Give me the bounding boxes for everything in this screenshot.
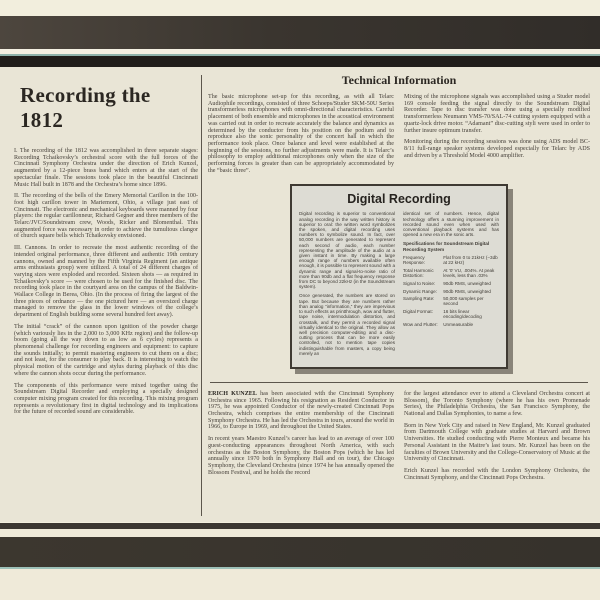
paragraph-microphones: The basic microphone set-up for this recording, as with all Telarc Audiophile recordings, consisted of three Schoeps/Studer SKM-50U Series transformerless microphones with omni-directional characteristics. Careful placement of both ensemble and microphones in the acoustical environment was carried out in order to recreate accurately the balance and dynamics as determined by the conductor from his position on the podium and to reproduce also the sonic personality of the concert hall in which the performance took place. Once balance and level were established at the beginning of the sessions, no further adjustments were made. It is Telarc’s philosophy to employ additional microphones only when the size of the performing forces is greater than can be appropriately accommodated by the “basic three”. bbox=[208, 94, 394, 174]
spec-value: 16 bits linear encoding/decoding bbox=[443, 309, 482, 320]
paragraph-digital-intro: Digital recording is superior to conventional analog recording in the way written history is superior to oral: the written word symbolizes the spoken, and digital recording uses numbers to symbolize sound. In fact, over 50,000 numbers are generated to represent each second of audio, each number representing the amplitude of the audio at a given instant in time. By making a large enough range of numbers available often enough, it is possible to represent sound with a dynamic range and signal-to-noise ratio of more than 90db and a flat frequency response from DC to beyond 22kHz (in the Soundstream system). bbox=[299, 211, 395, 290]
spec-value: 50,000 samples per second bbox=[443, 296, 484, 307]
spec-row-signal-noise bbox=[403, 281, 499, 286]
spec-value: At ‘0’ VU, .004%. At peak levels, less than .03% bbox=[443, 267, 495, 279]
spec-label: Frequency Response: bbox=[403, 255, 425, 266]
bottom-border-bar bbox=[0, 537, 600, 567]
spec-label: Dynamic Range: bbox=[403, 288, 437, 294]
spec-value: Flat from 0 to 21kHz (−3db at 22 kHz) bbox=[443, 255, 498, 266]
technical-information-heading: Technical Information bbox=[341, 73, 457, 87]
paragraph-stage-1: I. The recording of the 1812 was accomplished in three separate stages: Recording Tchaikovsky’s orchestral score with the full forces of the Cincinnati Symphony Orchestra under the direction of Erich Kunzel, augmented by a 12-piece brass band which enters at the start of the spectacular finale. The sessions took place in the beautiful Cincinnati Music Hall built in 1878 and the Orchestra’s home since 1896. bbox=[14, 148, 198, 188]
bio-divider-horizontal bbox=[210, 382, 588, 383]
spec-value: Unmeasurable bbox=[443, 322, 474, 328]
kunzel-name: ERICH KUNZEL bbox=[208, 390, 257, 397]
spec-row-digital-format bbox=[403, 309, 499, 319]
paragraph-digital-continued: identical set of numbers. Hence, digital technology offers a stunning improvement in recorded sound even when used with conventional playback systems and has opened a new era in the sonic arts. bbox=[403, 211, 499, 238]
paragraph-digital-numbers: Once generated, the numbers are stored on tape. But because they are numbers rather than analog “information,” they are impervious to such effects as printthrough, wow and flutter, tape noise, intermodulation distortion, and crosstalk, and they permit a recorded signal virtually identical to the original. They allow as well precision computer-editing and a disc-cutting process that can be more easily controlled, not to mention tape copies indistinguishable from masters, a copy being merely an bbox=[299, 293, 395, 356]
paragraph-monitoring: Monitoring during the recording sessions was done using ADS model BC-8/11 full-range speaker systems developed especially for Telarc by ADS and driven by a Threshold Model 4000 amplifier. bbox=[404, 139, 590, 159]
liner-notes-page bbox=[0, 67, 600, 522]
spec-label: Wow and Flutter: bbox=[403, 322, 438, 328]
spec-label: Digital Format: bbox=[403, 309, 433, 315]
paragraph-kunzel-education: Born in New York City and raised in New England, Mr. Kunzel graduated from Dartmouth College with graduate studies at Harvard and Brown Universities. He studied conducting with Pierre Monteux and became his Personal Assistant in the Maitre’s last tours. Mr. Kunzel has been on the faculties of Brown University and the College-Conservatory of Music at the University of Cincinnati. bbox=[404, 422, 590, 463]
column-divider-vertical bbox=[201, 75, 202, 516]
paragraph-cannon-crack: The initial “crack” of the cannon upon ignition of the powder charge (which variously lies in the 2,000 to 3,000 KHz region) and the follow-up boom (going all the way down to as low as 6 cycles) represents a phenomenal challenge for recording engineers and equipment: to capture the sounds initially; to permit mastering engineers to cut them on a disc; and not least, for the consumer to play back. It is interesting to watch the physical motion of the cartridge and stylus during playback of this disc where the cannon shots occur during the performance. bbox=[14, 323, 198, 377]
digital-recording-heading: Digital Recording bbox=[347, 192, 451, 207]
kunzel-bio-columns bbox=[208, 391, 590, 486]
spec-label: Total Harmonic Distortion: bbox=[403, 267, 434, 279]
digital-box-column-1 bbox=[299, 211, 395, 359]
spec-label: Sampling Rate: bbox=[403, 296, 435, 302]
technical-column-1 bbox=[208, 94, 394, 179]
top-margin-strip bbox=[0, 0, 600, 16]
paragraph-kunzel-intro bbox=[208, 391, 394, 431]
specifications-heading: Specifications for Soundstream Digital Recording System bbox=[403, 241, 490, 252]
paragraph-mixing: The components of this performance were mixed together using the Soundstream Digital Recorder and employing a specially designed computer mixing program created for this recording. This mixing program represents a revolutionary first in digital technology and its implications for the future of recorded sound are considerable. bbox=[14, 382, 198, 416]
spec-row-wow-flutter bbox=[403, 322, 499, 327]
kunzel-bio-column-2 bbox=[404, 391, 590, 486]
paragraph-kunzel-recordings: Erich Kunzel has recorded with the London Symphony Orchestra, the Cincinnati Symphony, and the Cincinnati Pops Orchestra. bbox=[404, 467, 590, 481]
digital-recording-box bbox=[290, 184, 508, 368]
paragraph-stage-3: III. Cannons. In order to recreate the most authentic recording of the intended original performance, three different and authentic 19th century cannons, owned and manned by the Fifth Virginia Regiment (an antique arms enthusiasts group) were utilized. A total of 24 different charges of varying sizes were exploded and recorded. Sixteen shots — as required in Tchaikovsky’s score — were chosen to be used for the finished disc. The recording took place in the courtyard area on the campus of the Baldwin-Wallace College in Berea, Ohio. (In the process of firing the largest of the three pieces of ordnance — the one pictured here — an oversized charge managed to remove the glass in the lower windows of the college’s department of English building some several hundred feet away). bbox=[14, 245, 198, 319]
paragraph-stage-2: II. The recording of the bells of the Emery Memorial Carillon in the 100-foot high carillon tower in Mariemont, Ohio, a village just east of Cincinnati. The electronic and mechanical keyboards were manned by four players: the regular carillonneur, Richard Gegner and three members of the Telarc/JVC/Soundstream crew, Woods, Ricker and Blomenthal. This augmented force was necessary in order to achieve the tumultous clangor of church square bells which Tchaikovsky envisioned. bbox=[14, 193, 198, 240]
paragraph-kunzel-career: In recent years Maestro Kunzel’s career has lead to an average of over 100 guest-conducting appearances throughout North America, with such orchestras as the Boston Symphony, the Boston Pops (which he has led annually since 1970 both in Symphony Hall and on tour), the Chicago Symphony, the Cleveland Orchestra (since 1974 he has annually opened the Blossom Festival, and he holds the record bbox=[208, 436, 394, 476]
left-column bbox=[14, 83, 198, 421]
technical-column-2 bbox=[404, 94, 590, 179]
digital-recording-columns bbox=[299, 211, 499, 359]
digital-box-column-2 bbox=[403, 211, 499, 359]
spec-value: 90db RMS, unweighted bbox=[443, 280, 491, 286]
spec-row-sampling-rate bbox=[403, 296, 499, 306]
spec-row-frequency bbox=[403, 255, 499, 265]
technical-section bbox=[208, 69, 590, 486]
spec-row-thd bbox=[403, 268, 499, 278]
spec-value: 90db RMS, unweighted bbox=[443, 288, 491, 294]
spec-label: Signal to Noise: bbox=[403, 280, 436, 286]
bottom-cream-gap bbox=[0, 529, 600, 537]
paragraph-text: has been associated with the Cincinnati Symphony Orchestra since 1965. Following his resignation as Resident Conductor in 1975, he was appointed Conductor of the newly-created Cincinnati Pops Orchestra, which comprises the entire membership of the Cincinnati Symphony Orchestra. He has led the Orchestra in tours, around the world in 1966, to Europe in 1969, and throughout the United States. bbox=[208, 390, 394, 431]
top-black-stripe bbox=[0, 56, 600, 67]
paragraph-kunzel-orchestras: for the largest attendance ever to attend a Cleveland Orchestra concert at Blossom), the Toronto Symphony (where he has his own Promenade Series), the Philadelphia Orchestra, the San Francisco Symphony, the National and Dallas Symphonies, to name a few. bbox=[404, 390, 590, 418]
paragraph-mixing-console: Mixing of the microphone signals was accomplished using a Studer model 169 console feeding the signal directly to the Soundstream Digital Recorder. Tape to disc transfer was done using a specially modified transformerless Neumann VMS-70/SAL-74 cutting system equipped with a quartz-lock drive motor. “Adamant” disc-cutting styli were used in order to further insure optimum transfer. bbox=[404, 94, 590, 134]
technical-columns bbox=[208, 94, 590, 179]
page-title: Recording the 1812 bbox=[20, 83, 151, 132]
kunzel-bio-column-1 bbox=[208, 391, 394, 486]
top-border-bar bbox=[0, 16, 600, 49]
spec-row-dynamic-range bbox=[403, 289, 499, 294]
bottom-margin-strip bbox=[0, 569, 600, 600]
